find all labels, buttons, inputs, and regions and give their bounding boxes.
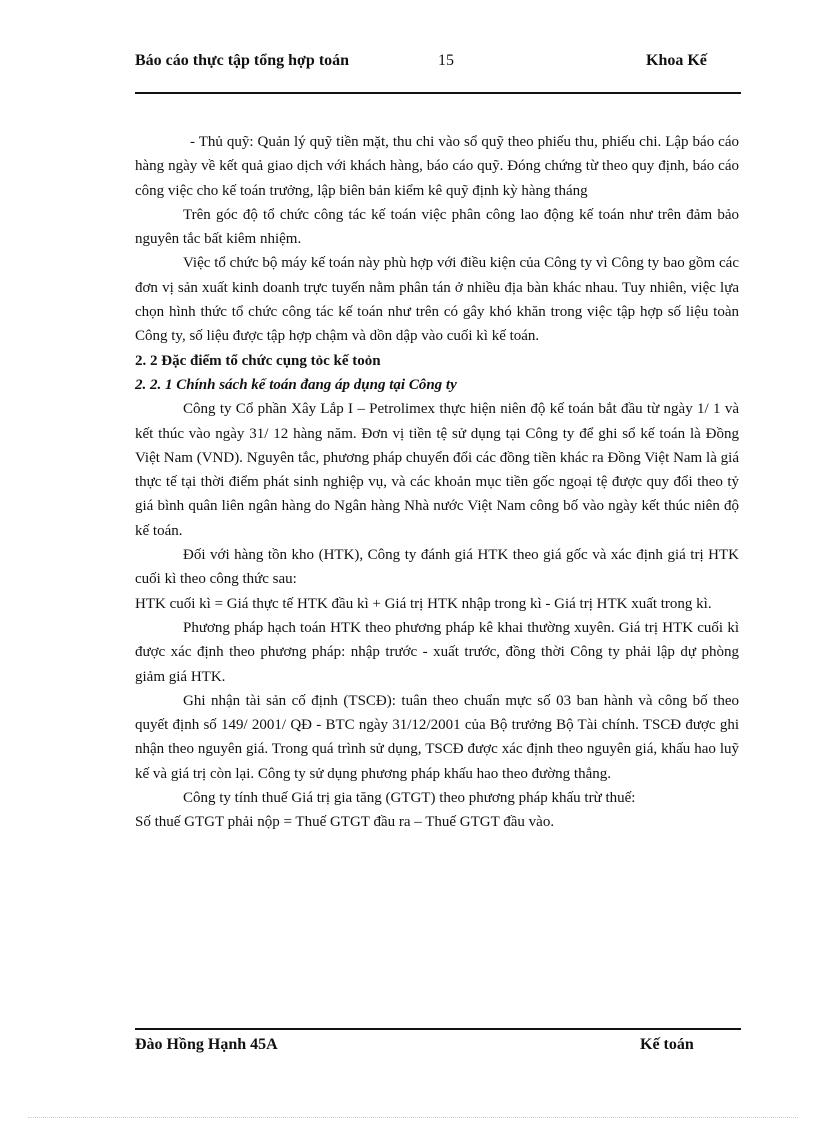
page-number: 15 [438, 52, 454, 69]
paragraph-gtgt: Công ty tính thuế Giá trị gia tăng (GTGT) theo phương pháp khấu trừ thuế: [183, 790, 636, 807]
header-title: Báo cáo thực tập tổng hợp toán [135, 52, 350, 69]
paragraph-hach-toan-htk: Phương pháp hạch toán HTK theo phương pháp kê khai thường xuyên. Giá trị HTK cuối kì được xác định theo phương pháp: nhập trước - xuất trước, đồng thời Công ty phải lập dự phòng giảm giá HTK. [135, 619, 739, 685]
paragraph-tscd: Ghi nhận tài sản cố định (TSCĐ): tuân theo chuẩn mực số 03 ban hành và công bố theo quyết định số 149/ 2001/ QĐ - BTC ngày 31/12/2001 của Bộ trưởng Bộ Tài chính. TSCĐ được ghi nhận theo nguyên giá. Trong quá trình sử dụng, TSCĐ được xác định theo nguyên giá, khấu hao luỹ kế và giá trị còn lại. Công ty sử dụng phương pháp khấu hao theo đường thẳng. [135, 692, 739, 782]
formula-gtgt: Số thuế GTGT phải nộp = Thuế GTGT đầu ra – Thuế GTGT đầu vào. [135, 814, 555, 831]
page-bottom-dotted-line [28, 1117, 798, 1118]
subsection-heading: 2. 2. 1 Chính sách kế toán đang áp dụng tại Công ty [135, 376, 457, 393]
header-department: Khoa Kế [646, 52, 707, 69]
document-body [135, 130, 739, 835]
paragraph-thu-quy: - Thủ quỹ: Quản lý quỹ tiền mặt, thu chi vào sổ quỹ theo phiếu thu, phiếu chi. Lập báo cáo hàng ngày về kết quả giao dịch với khách hàng, báo cáo quỹ. Đóng chứng từ theo quy định, báo cáo công việc cho kế toán trưởng, lập biên bản kiểm kê quỹ định kỳ hàng tháng [135, 134, 739, 199]
formula-htk: HTK cuối kì = Giá thực tế HTK đầu kì + Giá trị HTK nhập trong kì - Giá trị HTK xuất trong kì. [135, 595, 712, 612]
paragraph-nien-do: Công ty Cổ phần Xây Lắp I – Petrolimex thực hiện niên độ kế toán bắt đầu từ ngày 1/ 1 và kết thúc vào ngày 31/ 12 hàng năm. Đơn vị tiền tệ sử dụng tại Công ty để ghi sổ kế toán là Đồng Việt Nam (VND). Nguyên tắc, phương pháp chuyển đổi các đồng tiền khác ra Đồng Việt Nam là giá thực tế tại thời điểm phát sinh nghiệp vụ, và các khoản mục tiền gốc ngoại tệ được quy đổi theo tỷ giá bình quân liên ngân hàng do Ngân hàng Nhà nước Việt Nam công bố vào ngày kết thúc niên độ kế toán. [135, 401, 739, 539]
footer-department: Kế toán [640, 1036, 694, 1053]
section-heading: 2. 2 Đặc điểm tổ chức cụng tỏc kế toỏn [135, 352, 381, 369]
paragraph-to-chuc-bo-may: Việc tổ chức bộ máy kế toán này phù hợp với điều kiện của Công ty vì Công ty bao gồm các đơn vị sản xuất kinh doanh trực tuyến nằm phân tán ở nhiều địa bàn khác nhau. Tuy nhiên, việc lựa chọn hình thức tổ chức công tác kế toán như trên có gây khó khăn trong việc tập hợp số liệu toàn Công ty, số liệu được tập hợp chậm và dồn dập vào cuối kì kế toán. [135, 255, 739, 345]
paragraph-phan-cong: Trên góc độ tổ chức công tác kế toán việc phân công lao động kế toán như trên đảm bảo nguyên tắc bất kiêm nhiệm. [135, 206, 739, 248]
footer-rule [135, 1028, 741, 1030]
footer-author: Đào Hồng Hạnh 45A [135, 1036, 278, 1053]
header-rule [135, 92, 741, 94]
paragraph-hang-ton-kho: Đối với hàng tồn kho (HTK), Công ty đánh giá HTK theo giá gốc và xác định giá trị HTK cuối kì theo công thức sau: [135, 547, 739, 588]
